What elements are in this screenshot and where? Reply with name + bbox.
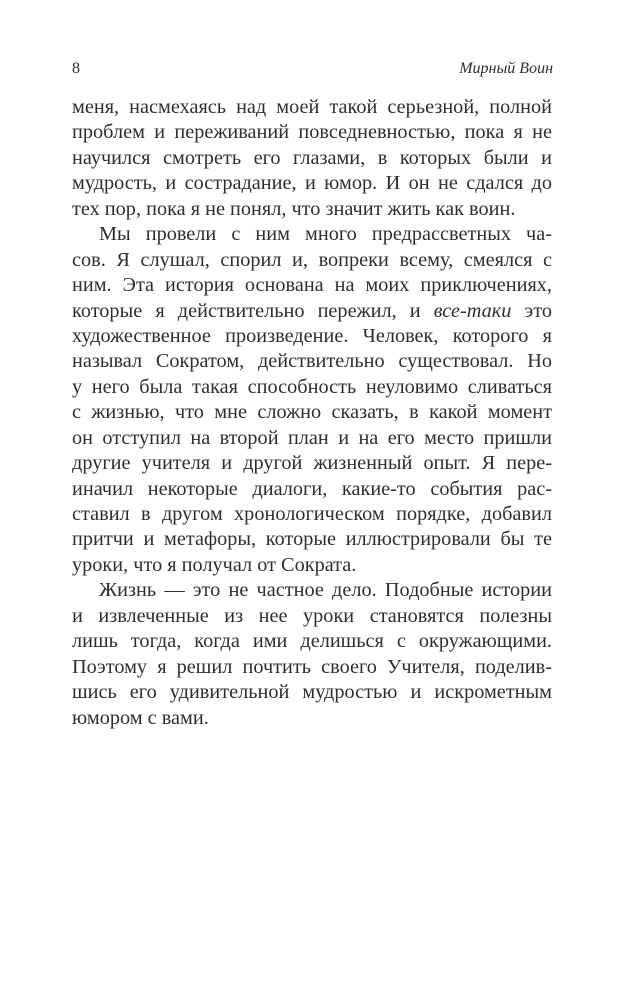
text-line: и извлеченные из нее уроки становятся полезны <box>72 604 552 627</box>
text-line: Жизнь — это не частное дело. Подобные истории <box>99 579 552 602</box>
text-line: лишь тогда, когда ими делишься с окружающими. <box>72 630 552 653</box>
text-segment: это <box>511 299 552 322</box>
text-line: ставил в другом хронологическом порядке, добавил <box>72 503 552 525</box>
page-number: 8 <box>72 60 80 77</box>
text-line: меня, насмехаясь над моей такой серьезной, полной <box>72 96 552 118</box>
text-line: иначил некоторые диалоги, какие-то события рас- <box>72 477 552 500</box>
text-line: с жизнью, что мне сложно сказать, в какой момент <box>72 401 552 424</box>
text-line: притчи и метафоры, которые иллюстрировали бы те <box>72 528 552 551</box>
text-line: проблем и переживаний повседневностью, пока я не <box>72 121 552 144</box>
text-line: Мы провели с ним много предрассветных ча- <box>99 223 552 246</box>
text-line: Поэтому я решил почтить своего Учителя, поделив- <box>72 655 552 678</box>
italic-emphasis: все-таки <box>433 299 512 322</box>
text-line: он отступил на второй план и на его место пришли <box>72 426 552 449</box>
text-line: сов. Я слушал, спорил и, вопреки всему, смеялся с <box>72 248 552 271</box>
text-line: юмором с вами. <box>72 706 209 729</box>
text-line <box>72 299 552 324</box>
body-text <box>72 95 552 731</box>
text-line: у него была такая способность неуловимо сливаться <box>72 375 552 398</box>
text-line: ним. Эта история основана на моих приключениях, <box>72 274 552 297</box>
text-line: шись его удивительной мудростью и искрометным <box>72 681 552 704</box>
text-segment: которые я действительно пережил, и <box>72 299 434 322</box>
running-title: Мирный Воин <box>459 60 553 77</box>
text-line: тех пор, пока я не понял, что значит жить как воин. <box>72 197 516 220</box>
text-line: мудрость, и сострадание, и юмор. И он не сдался до <box>72 172 552 195</box>
text-line: другие учителя и другой жизненный опыт. Я пере- <box>72 452 552 475</box>
text-line: уроки, что я получал от Сократа. <box>72 553 357 576</box>
text-line: называл Сократом, действительно существовал. Но <box>72 350 552 373</box>
text-line: научился смотреть его глазами, в которых были и <box>72 146 552 169</box>
text-line: художественное произведение. Человек, которого я <box>72 324 552 347</box>
